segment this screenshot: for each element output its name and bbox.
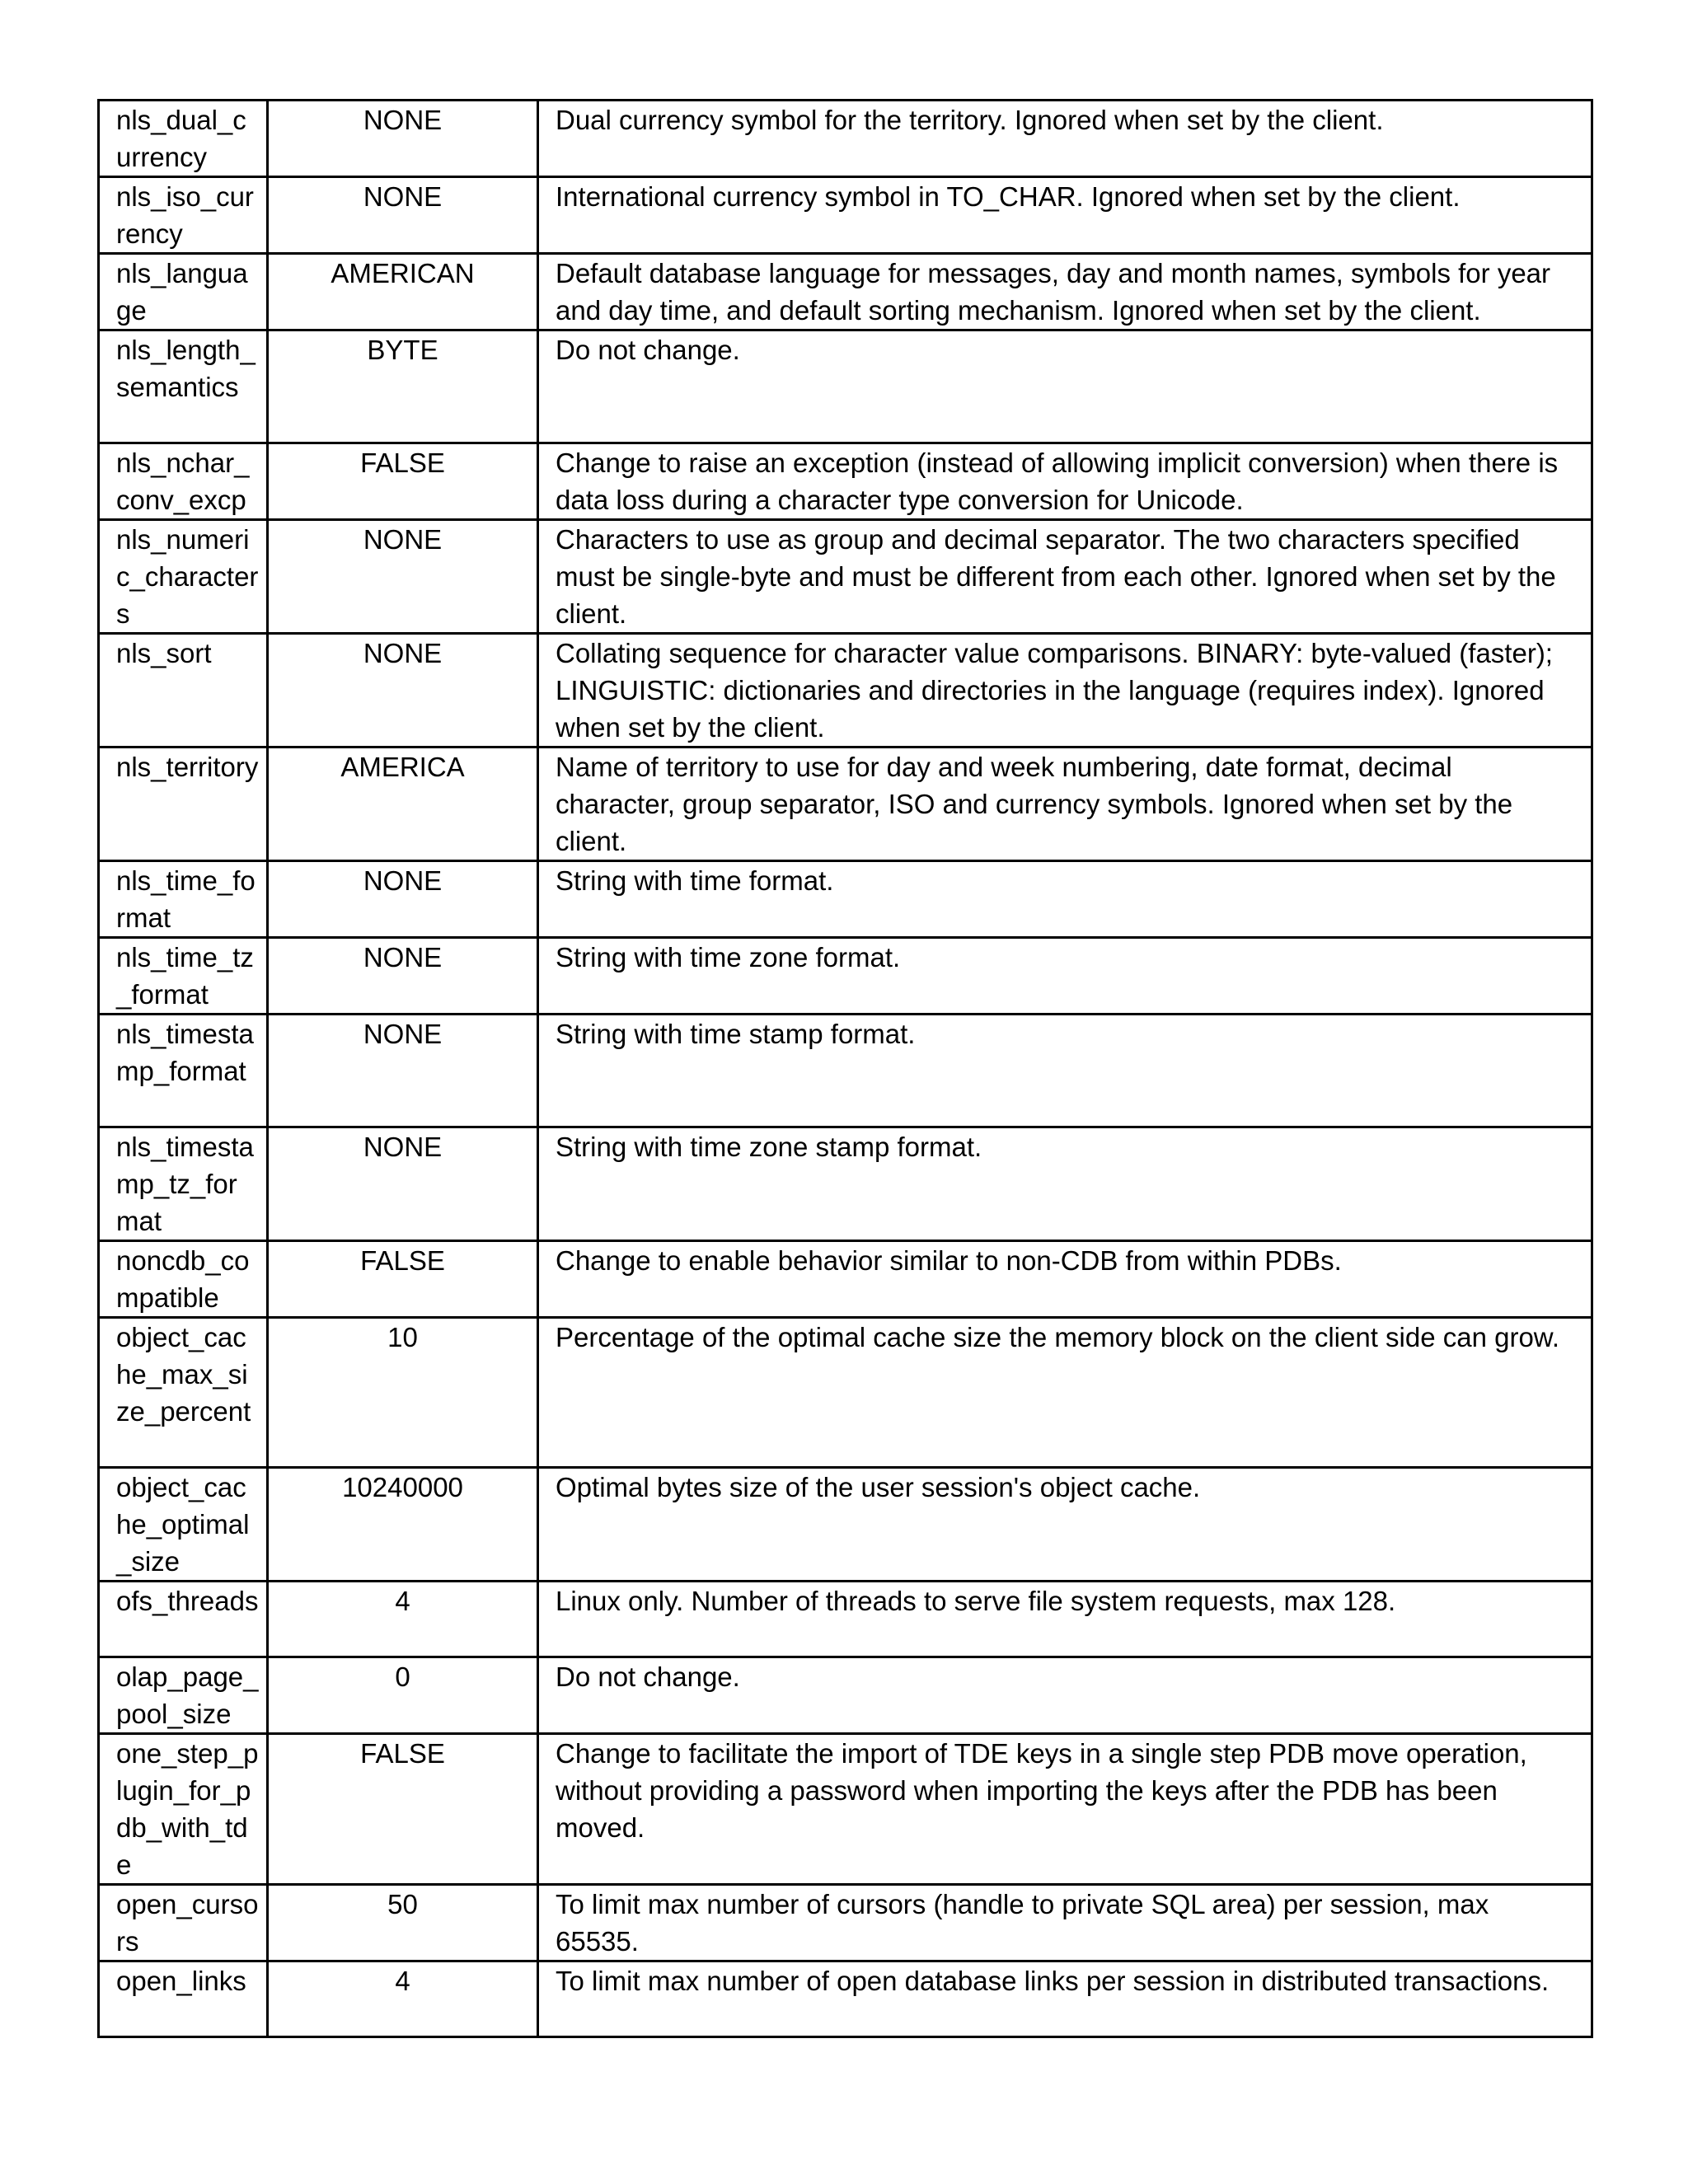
parameter-name-cell: nls_nchar_conv_excp [99,443,268,520]
default-value-cell: FALSE [268,443,538,520]
table-row [99,1657,1592,1734]
parameter-name-cell: olap_page_pool_size [99,1657,268,1734]
default-value-cell: NONE [268,177,538,254]
parameter-name-cell: nls_sort [99,634,268,748]
default-value-cell: NONE [268,520,538,634]
table-row [99,1318,1592,1468]
parameter-name-cell: one_step_plugin_for_pdb_with_tde [99,1734,268,1885]
default-value-cell: FALSE [268,1241,538,1318]
description-cell: String with time zone stamp format. [538,1127,1592,1241]
table-row [99,1734,1592,1885]
description-cell: Do not change. [538,330,1592,443]
description-cell: Linux only. Number of threads to serve file system requests, max 128. [538,1582,1592,1657]
table-row [99,330,1592,443]
parameter-name-cell: object_cache_max_size_percent [99,1318,268,1468]
description-cell: International currency symbol in TO_CHAR. Ignored when set by the client. [538,177,1592,254]
table-row [99,1885,1592,1961]
parameter-name-cell: open_cursors [99,1885,268,1961]
default-value-cell: 0 [268,1657,538,1734]
parameter-table [97,99,1593,2038]
description-cell: Optimal bytes size of the user session's object cache. [538,1468,1592,1582]
default-value-cell: AMERICA [268,748,538,861]
default-value-cell: 4 [268,1582,538,1657]
description-cell: Name of territory to use for day and week numbering, date format, decimal character, group separator, ISO and currency symbols. Ignored when set by the client. [538,748,1592,861]
description-cell: String with time format. [538,861,1592,938]
default-value-cell: NONE [268,938,538,1015]
table-row [99,443,1592,520]
table-row [99,861,1592,938]
table-row [99,177,1592,254]
description-cell: String with time stamp format. [538,1015,1592,1127]
parameter-name-cell: nls_iso_currency [99,177,268,254]
default-value-cell: BYTE [268,330,538,443]
table-row [99,1582,1592,1657]
default-value-cell: FALSE [268,1734,538,1885]
default-value-cell: NONE [268,101,538,177]
table-row [99,938,1592,1015]
table-row [99,1468,1592,1582]
description-cell: Do not change. [538,1657,1592,1734]
parameter-name-cell: open_links [99,1961,268,2037]
default-value-cell: 50 [268,1885,538,1961]
parameter-table-body [99,101,1592,2037]
parameter-name-cell: noncdb_compatible [99,1241,268,1318]
parameter-name-cell: nls_territory [99,748,268,861]
parameter-name-cell: nls_timestamp_format [99,1015,268,1127]
table-row [99,1127,1592,1241]
parameter-name-cell: nls_length_semantics [99,330,268,443]
table-row [99,1015,1592,1127]
parameter-name-cell: nls_time_tz_format [99,938,268,1015]
description-cell: To limit max number of open database links per session in distributed transactions. [538,1961,1592,2037]
default-value-cell: 10 [268,1318,538,1468]
description-cell: Characters to use as group and decimal separator. The two characters specified must be single-byte and must be different from each other. Ignored when set by the client. [538,520,1592,634]
description-cell: Change to raise an exception (instead of allowing implicit conversion) when there is data loss during a character type conversion for Unicode. [538,443,1592,520]
description-cell: String with time zone format. [538,938,1592,1015]
description-cell: Dual currency symbol for the territory. Ignored when set by the client. [538,101,1592,177]
table-row [99,748,1592,861]
parameter-name-cell: nls_timestamp_tz_format [99,1127,268,1241]
table-row [99,254,1592,330]
description-cell: To limit max number of cursors (handle to private SQL area) per session, max 65535. [538,1885,1592,1961]
parameter-name-cell: ofs_threads [99,1582,268,1657]
default-value-cell: NONE [268,634,538,748]
parameter-name-cell: nls_numeric_characters [99,520,268,634]
parameter-name-cell: nls_time_format [99,861,268,938]
table-row [99,634,1592,748]
parameter-name-cell: object_cache_optimal_size [99,1468,268,1582]
description-cell: Default database language for messages, day and month names, symbols for year and day time, and default sorting mechanism. Ignored when set by the client. [538,254,1592,330]
description-cell: Percentage of the optimal cache size the memory block on the client side can grow. [538,1318,1592,1468]
default-value-cell: NONE [268,1015,538,1127]
description-cell: Collating sequence for character value comparisons. BINARY: byte-valued (faster); LINGUISTIC: dictionaries and directories in the language (requires index). Ignored when set by the client. [538,634,1592,748]
table-row [99,520,1592,634]
default-value-cell: NONE [268,861,538,938]
default-value-cell: AMERICAN [268,254,538,330]
table-row [99,1961,1592,2037]
table-row [99,1241,1592,1318]
description-cell: Change to facilitate the import of TDE keys in a single step PDB move operation, without providing a password when importing the keys after the PDB has been moved. [538,1734,1592,1885]
table-row [99,101,1592,177]
parameter-name-cell: nls_language [99,254,268,330]
default-value-cell: NONE [268,1127,538,1241]
default-value-cell: 10240000 [268,1468,538,1582]
default-value-cell: 4 [268,1961,538,2037]
parameter-name-cell: nls_dual_currency [99,101,268,177]
description-cell: Change to enable behavior similar to non-CDB from within PDBs. [538,1241,1592,1318]
